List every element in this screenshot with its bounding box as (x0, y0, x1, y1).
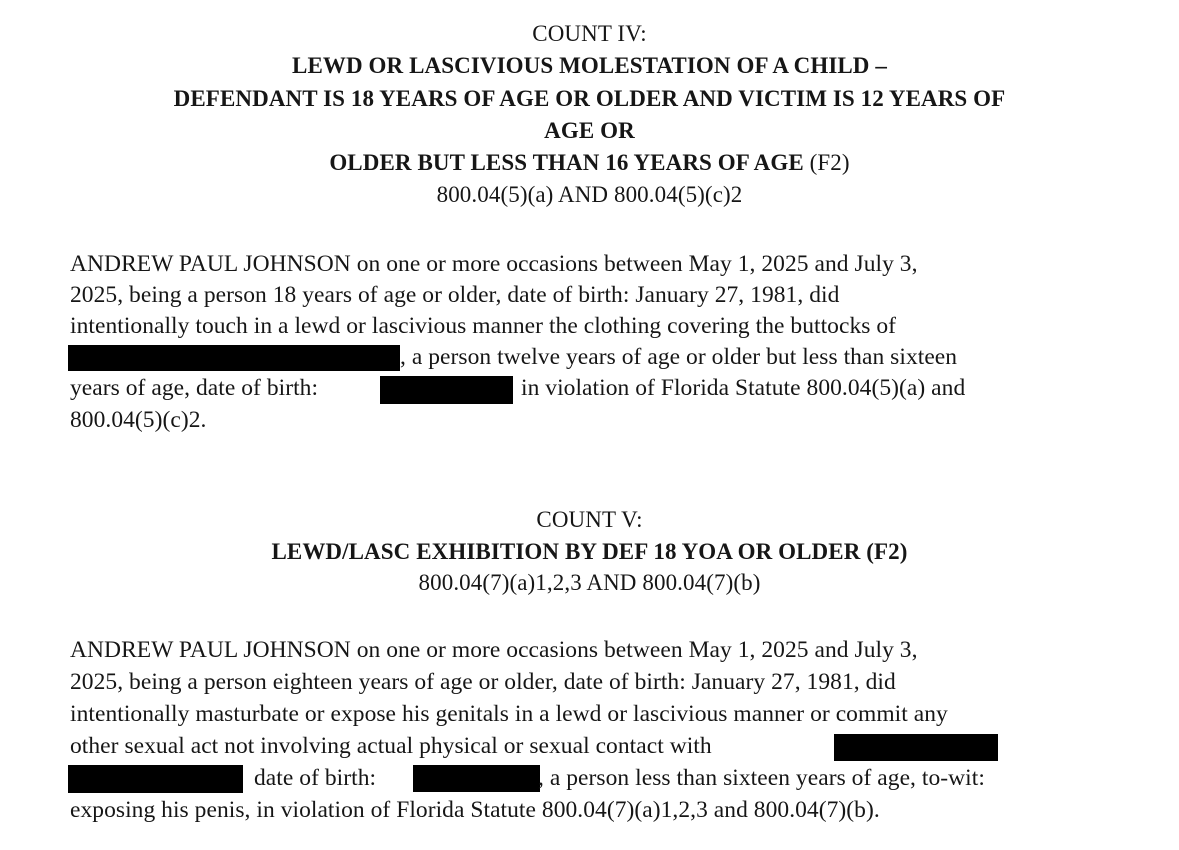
count-iv-charge-name: OLDER BUT LESS THAN 16 YEARS OF AGE (329, 150, 804, 175)
count-iv-title: COUNT IV: (532, 21, 647, 46)
count-iv-body-line-5a: years of age, date of birth: (70, 375, 319, 401)
count-v-body-line-2: 2025, being a person eighteen years of age or older, date of birth: January 27, 1981, did (70, 669, 896, 695)
count-v-body-line-3: intentionally masturbate or expose his genitals in a lewd or lascivious manner or commit any (70, 701, 948, 727)
count-iv-body-line-3: intentionally touch in a lewd or lascivious manner the clothing covering the buttocks of (70, 313, 897, 339)
count-iv-body-line-4: , a person twelve years of age or older but less than sixteen (400, 344, 958, 370)
count-v-charge: LEWD/LASC EXHIBITION BY DEF 18 YOA OR OLDER (F2) (271, 539, 908, 564)
count-v-statute: 800.04(7)(a)1,2,3 AND 800.04(7)(b) (418, 570, 761, 595)
count-iv-body-line-1: ANDREW PAUL JOHNSON on one or more occasions between May 1, 2025 and July 3, (70, 251, 918, 277)
count-iv-felony-degree: (F2) (803, 150, 850, 175)
count-iv-charge-line-2: DEFENDANT IS 18 YEARS OF AGE OR OLDER AND VICTIM IS 12 YEARS OF (173, 86, 1006, 111)
count-v-title: COUNT V: (536, 507, 643, 532)
count-v-body-line-6: exposing his penis, in violation of Florida Statute 800.04(7)(a)1,2,3 and 800.04(7)(b). (70, 797, 880, 823)
redaction-victim-name-line-1 (834, 734, 998, 761)
count-iv-charge-line-1: LEWD OR LASCIVIOUS MOLESTATION OF A CHILD – (292, 53, 887, 78)
count-v-body-line-1: ANDREW PAUL JOHNSON on one or more occasions between May 1, 2025 and July 3, (70, 637, 918, 663)
count-iv-charge-line-3: AGE OR (544, 118, 635, 143)
count-iv-charge-line-4 (0, 148, 1179, 178)
redaction-victim-dob-count-v (413, 765, 540, 792)
redaction-victim-name (68, 345, 400, 371)
count-iv-statute: 800.04(5)(a) AND 800.04(5)(c)2 (436, 182, 743, 207)
count-iv-body-line-6: 800.04(5)(c)2. (70, 407, 207, 433)
count-iv-body-line-5b: in violation of Florida Statute 800.04(5)(a) and (521, 375, 966, 401)
count-v-body-line-5b: , a person less than sixteen years of age, to-wit: (538, 765, 985, 791)
count-v-body-line-4: other sexual act not involving actual physical or sexual contact with (70, 733, 712, 759)
count-iv-body-line-2: 2025, being a person 18 years of age or older, date of birth: January 27, 1981, did (70, 282, 840, 308)
redaction-victim-name-line-2 (68, 765, 243, 793)
count-v-body-line-5a: date of birth: (254, 765, 377, 791)
redaction-victim-dob (380, 376, 513, 404)
